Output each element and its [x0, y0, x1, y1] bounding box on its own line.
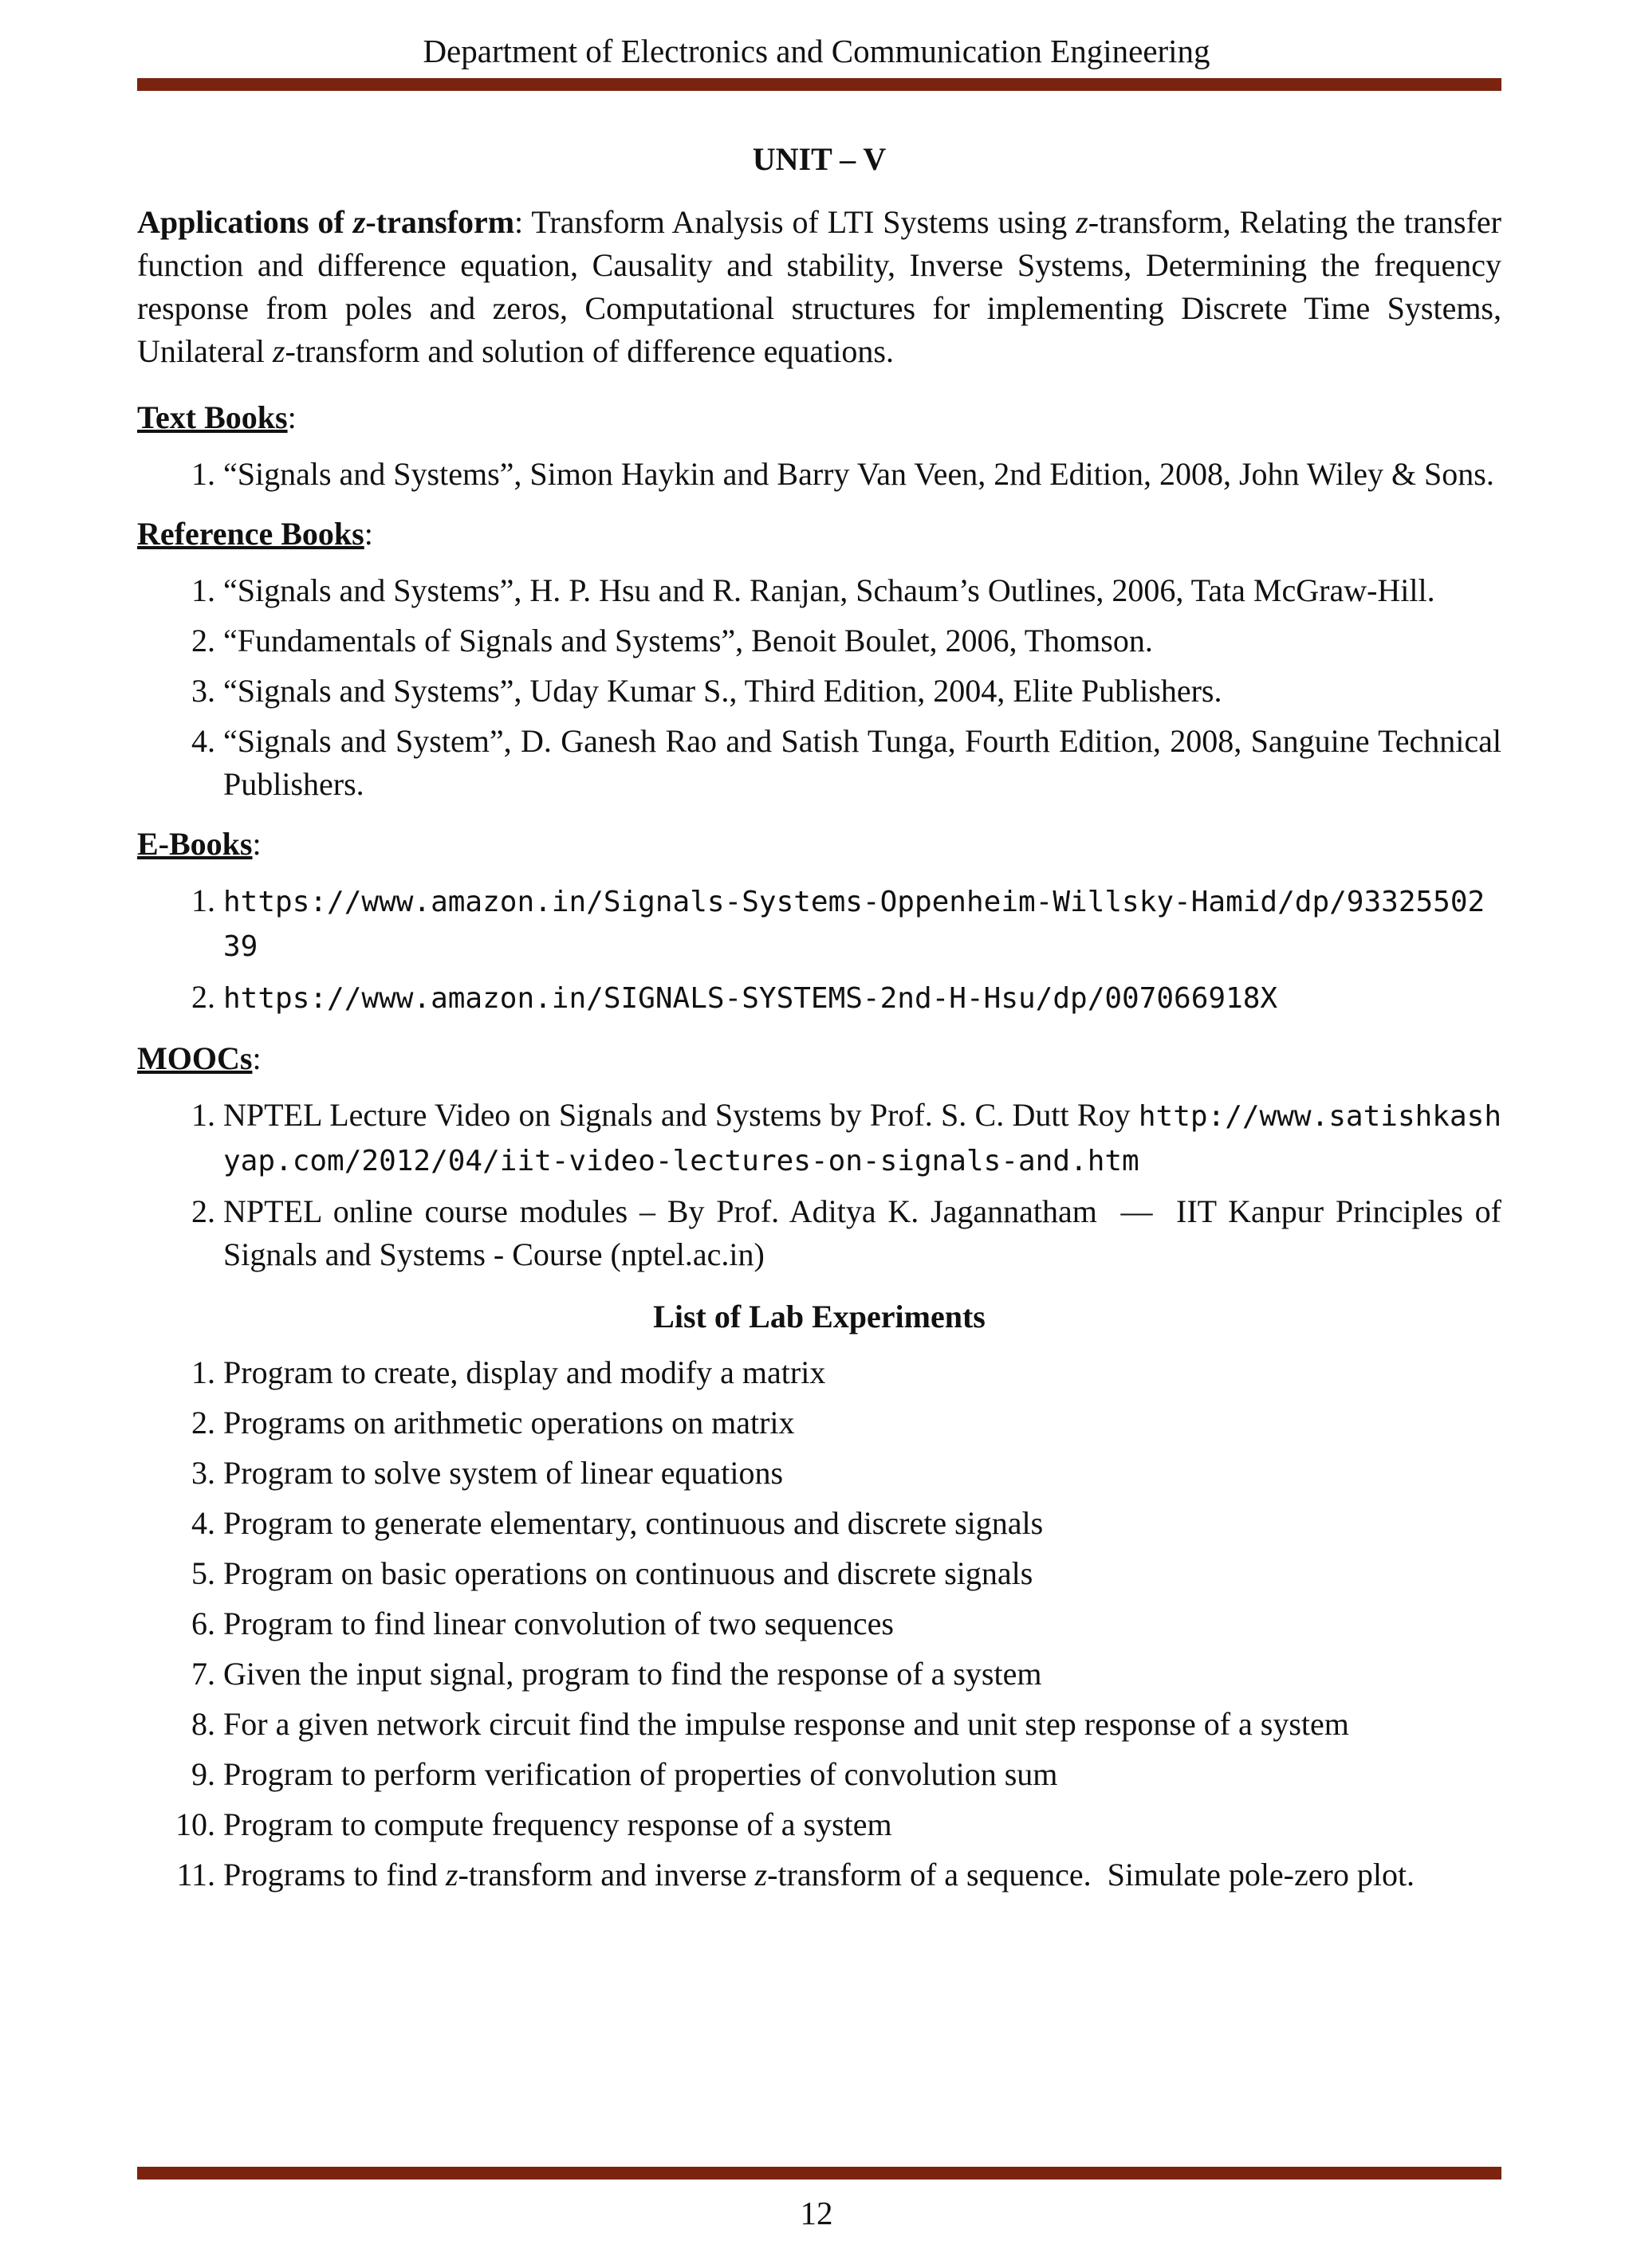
- list-item-text: Program to perform verification of properties of convolution sum: [223, 1756, 1058, 1792]
- list-item: 2. https://www.amazon.in/SIGNALS-SYSTEMS-2nd-H-Hsu/dp/007066918X: [191, 979, 1278, 1015]
- list-item: 11. Programs to find z-transform and inverse z-transform of a sequence. Simulate pole-zero plot.: [176, 1857, 1415, 1893]
- moocs-list: [137, 1094, 1501, 1276]
- list-item: 1. “Signals and Systems”, Simon Haykin and Barry Van Veen, 2nd Edition, 2008, John Wiley & Sons.: [191, 456, 1494, 492]
- list-item: 3. “Signals and Systems”, Uday Kumar S., Third Edition, 2004, Elite Publishers.: [191, 673, 1222, 709]
- list-item: 5. Program on basic operations on continuous and discrete signals: [191, 1555, 1033, 1591]
- list-item: 2. “Fundamentals of Signals and Systems”, Benoit Boulet, 2006, Thomson.: [191, 623, 1153, 658]
- reference-books-list: [137, 569, 1501, 806]
- lab-experiments-title: List of Lab Experiments: [653, 1299, 986, 1334]
- list-item-text: Given the input signal, program to find the response of a system: [223, 1656, 1042, 1692]
- list-item: 1. NPTEL Lecture Video on Signals and Systems by Prof. S. C. Dutt Roy http://www.satishkashyap.com/2012/04/iit-video-lectures-on-signals-and.htm: [191, 1097, 1501, 1177]
- list-item-text: Program to generate elementary, continuous and discrete signals: [223, 1505, 1044, 1541]
- list-item-text: “Signals and System”, D. Ganesh Rao and Satish Tunga, Fourth Edition, 2008, Sanguine Technical Publishers.: [223, 723, 1501, 802]
- list-item: 10. Program to compute frequency response of a system: [175, 1806, 892, 1842]
- text-books-heading: Text Books: [137, 399, 288, 435]
- list-item: 1. “Signals and Systems”, H. P. Hsu and R. Ranjan, Schaum’s Outlines, 2006, Tata McGraw-Hill.: [191, 572, 1435, 608]
- list-item-text: “Fundamentals of Signals and Systems”, Benoit Boulet, 2006, Thomson.: [223, 623, 1153, 658]
- unit-description: Applications of z-transform: Transform Analysis of LTI Systems using z-transform, Relating the transfer function and difference equation, Causality and stability, Inverse Systems, Determining the frequency response from poles and zeros, Computational structures for implementing Discrete Time Systems, Unilateral z-transform and solution of difference equations.: [137, 204, 1501, 369]
- moocs-section: MOOCs: 1. NPTEL Lecture Video on Signals and Systems by Prof. S. C. Dutt Roy http://www.satishkashyap.com/2012/04/iit-video-lectures-on-signals-and.htm 2. NPTEL online course modules – By Prof. Aditya K. Jagannatham — IIT Kanpur Principles of Signals and Systems - Course (nptel.ac.in): [137, 1035, 1501, 1276]
- list-item: 1. Program to create, display and modify a matrix: [191, 1354, 826, 1390]
- list-item: 4. Program to generate elementary, continuous and discrete signals: [191, 1505, 1044, 1541]
- list-item: 7. Given the input signal, program to find the response of a system: [191, 1656, 1042, 1692]
- page-number: 12: [800, 2195, 833, 2231]
- list-item-text: For a given network circuit find the impulse response and unit step response of a system: [223, 1706, 1349, 1742]
- list-item: 4. “Signals and System”, D. Ganesh Rao and Satish Tunga, Fourth Edition, 2008, Sanguine Technical Publishers.: [191, 723, 1501, 802]
- footer-rule: [137, 2167, 1501, 2180]
- text-books-list: [137, 453, 1501, 496]
- page-header: Department of Electronics and Communication Engineering: [423, 33, 1210, 69]
- page-content: [137, 136, 1501, 1911]
- header-rule: [137, 78, 1501, 91]
- list-item-text: Program on basic operations on continuous and discrete signals: [223, 1555, 1033, 1591]
- lab-experiments-list-end: [137, 1853, 1501, 1897]
- ebooks-section: E-Books: 1. https://www.amazon.in/Signals-Systems-Oppenheim-Willsky-Hamid/dp/9332550239 2. https://www.amazon.in/SIGNALS-SYSTEMS-2nd-H-Hsu/dp/007066918X: [137, 820, 1501, 1020]
- list-item: 1. https://www.amazon.in/Signals-Systems-Oppenheim-Willsky-Hamid/dp/9332550239: [191, 882, 1485, 963]
- list-item-text: “Signals and Systems”, H. P. Hsu and R. Ranjan, Schaum’s Outlines, 2006, Tata McGraw-Hill.: [223, 572, 1435, 608]
- list-item-text: “Signals and Systems”, Uday Kumar S., Third Edition, 2004, Elite Publishers.: [223, 673, 1222, 709]
- list-item: 9. Program to perform verification of properties of convolution sum: [191, 1756, 1058, 1792]
- list-item: 8. For a given network circuit find the impulse response and unit step response of a system: [191, 1706, 1349, 1742]
- ebooks-list: [137, 879, 1501, 1020]
- ebook-link[interactable]: https://www.amazon.in/SIGNALS-SYSTEMS-2nd-H-Hsu/dp/007066918X: [223, 982, 1278, 1015]
- moocs-heading: MOOCs: [137, 1040, 253, 1076]
- list-item-text: Program to create, display and modify a matrix: [223, 1354, 826, 1390]
- list-item: 2. Programs on arithmetic operations on matrix: [191, 1405, 795, 1441]
- list-item: 2. NPTEL online course modules – By Prof. Aditya K. Jagannatham — IIT Kanpur Principles of Signals and Systems - Course (nptel.ac.in): [191, 1193, 1501, 1272]
- ebook-link[interactable]: https://www.amazon.in/Signals-Systems-Oppenheim-Willsky-Hamid/dp/9332550239: [223, 886, 1485, 963]
- reference-books-heading: Reference Books: [137, 516, 364, 552]
- list-item-text: Program to find linear convolution of two sequences: [223, 1606, 894, 1641]
- list-item: 6. Program to find linear convolution of two sequences: [191, 1606, 894, 1641]
- unit-title: UNIT – V: [752, 141, 887, 177]
- ebooks-heading: E-Books: [137, 826, 253, 862]
- list-item-text: “Signals and Systems”, Simon Haykin and Barry Van Veen, 2nd Edition, 2008, John Wiley & Sons.: [223, 456, 1494, 492]
- list-item-text: Programs on arithmetic operations on matrix: [223, 1405, 795, 1441]
- applications-heading: Applications of z-transform: [137, 204, 515, 240]
- list-item-text: Program to solve system of linear equations: [223, 1455, 784, 1491]
- list-item-text: Program to compute frequency response of a system: [223, 1806, 892, 1842]
- text-books-section: Text Books: 1. “Signals and Systems”, Simon Haykin and Barry Van Veen, 2nd Edition, 2008, John Wiley & Sons.: [137, 394, 1501, 496]
- reference-books-section: Reference Books: 1. “Signals and Systems”, H. P. Hsu and R. Ranjan, Schaum’s Outlines, 2006, Tata McGraw-Hill. 2. “Fundamentals of Signals and Systems”, Benoit Boulet, 2006, Thomson. 3. “Signals and Systems”, Uday Kumar S., Third Edition, 2004, Elite Publishers. 4. “Signals and System”, D. Ganesh Rao and Satish Tunga, Fourth Edition, 2008, Sanguine Technical Publishers.: [137, 510, 1501, 806]
- lab-experiments-list: [137, 1351, 1501, 1846]
- list-item: 3. Program to solve system of linear equations: [191, 1455, 784, 1491]
- mooc-link[interactable]: http://www.satishkashyap.com/2012/04/iit-video-lectures-on-signals-and.htm: [223, 1100, 1501, 1177]
